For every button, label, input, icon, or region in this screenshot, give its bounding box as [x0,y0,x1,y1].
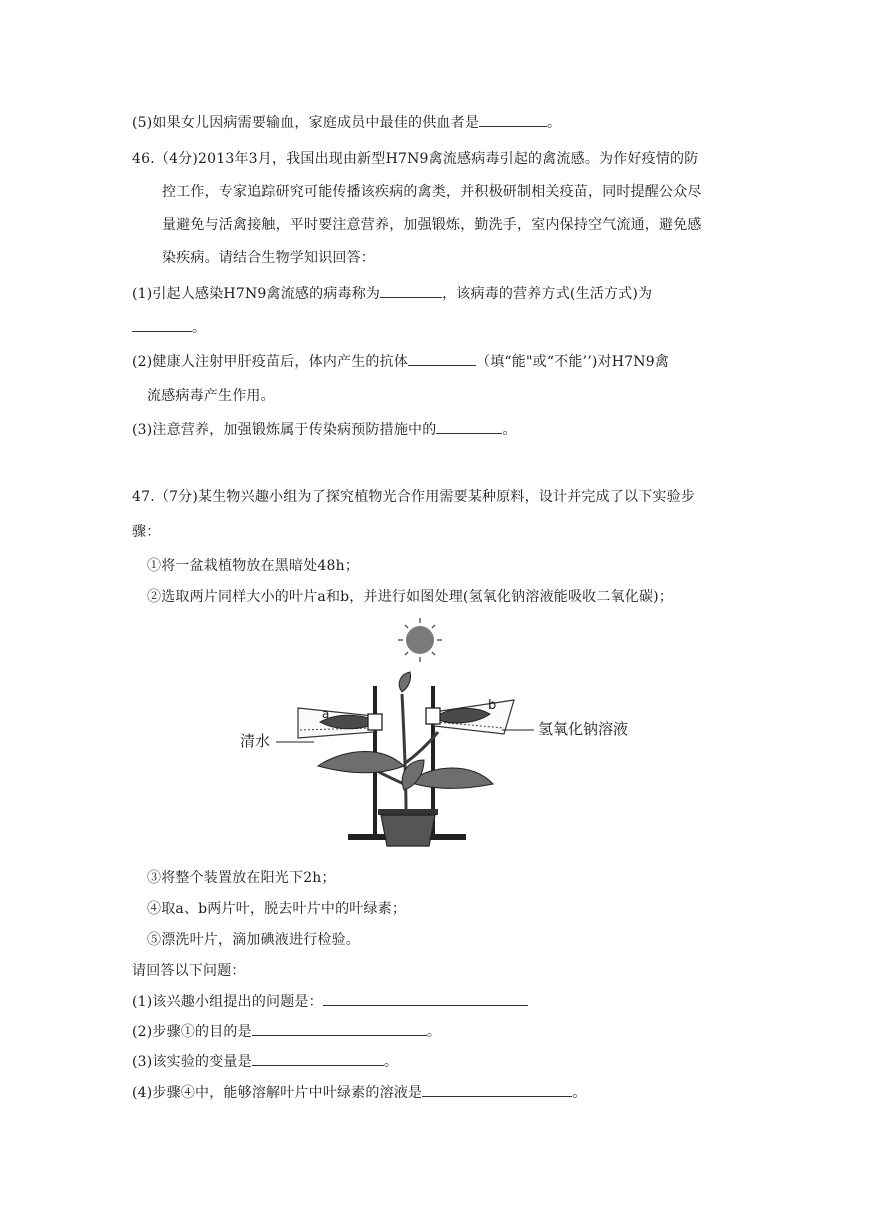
q46-item1-text: (1)引起人感染H7N9禽流感的病毒称为 [132,286,381,302]
q46-item1-text-b: ，该病毒的营养方式(生活方式)为 [442,286,653,302]
answer-blank[interactable] [436,421,502,434]
q47-item4-end: 。 [572,1085,587,1101]
q47-item1-text: (1)该兴趣小组提出的问题是： [132,994,323,1010]
q47-step1: ①将一盆栽植物放在黑暗处48h； [147,558,360,574]
q46-item1 [132,285,652,303]
q46-item3-text: (3)注意营养，加强锻炼属于传染病预防措施中的 [132,422,437,438]
q47-prompt: 请回答以下问题： [132,963,246,979]
flower-pot [378,809,438,846]
q47-item4-text: (4)步骤④中，能够溶解叶片中叶绿素的溶液是 [132,1085,423,1101]
q46-item2 [132,353,669,371]
q46-stem-line3: 量避免与活禽接触，平时要注意营养，加强锻炼，勤洗手，室内保持空气流通，避免感 [162,217,702,233]
answer-blank[interactable] [252,1023,427,1036]
q46-item2-text-b: （填“能"或“不能’’)对H7N9禽 [476,354,670,370]
q46-item2-line2: 流感病毒产生作用。 [147,388,275,404]
q47-item4 [132,1084,586,1102]
answer-blank[interactable] [252,1053,384,1066]
q46-item3 [132,421,517,439]
label-clear-water: 清水 [240,732,271,750]
right-clamp [426,708,440,724]
q46-item1-line2 [132,319,206,337]
q46-stem-line4: 染疾病。请结合生物学知识回答： [162,250,375,266]
q46-stem-line1: 46.（4分)2013年3月，我国出现由新型H7N9禽流感病毒引起的禽流感。为作好疫情的防 [132,151,699,167]
left-clamp [368,714,382,730]
q47-item1 [132,993,528,1011]
experiment-figure [228,614,640,854]
q47-item2-end: 。 [426,1024,442,1040]
answer-blank[interactable] [323,993,528,1006]
q46-item3-end: 。 [502,422,517,438]
q47-step2: ②选取两片同样大小的叶片a和b，并进行如图处理(氢氧化钠溶液能吸收二氧化碳)； [147,589,674,605]
label-leaf-b: b [488,698,497,713]
label-naoh-solution: 氢氧化钠溶液 [538,720,629,738]
q45-item5-end: 。 [547,115,562,131]
answer-blank[interactable] [422,1084,572,1097]
q47-stem-line1: 47.（7分)某生物兴趣小组为了探究植物光合作用需要某种原料，设计并完成了以下实验步 [132,489,696,505]
q46-item2-text: (2)健康人注射甲肝疫苗后，体内产生的抗体 [132,354,409,370]
q46-stem-line2: 控工作，专家追踪研究可能传播该疾病的禽类，并积极研制相关疫苗，同时提醒公众尽 [162,184,702,200]
q47-step3: ③将整个装置放在阳光下2h； [147,870,336,886]
answer-blank[interactable] [408,353,476,366]
q47-item3 [132,1053,398,1071]
q47-stem-line2: 骤： [132,524,161,540]
q47-step4: ④取a、b两片叶，脱去叶片中的叶绿素； [147,901,407,917]
q47-item3-end: 。 [383,1054,399,1070]
answer-blank[interactable] [479,114,547,127]
q46-item1-end: 。 [192,320,207,336]
answer-blank[interactable] [380,285,442,298]
answer-blank[interactable] [132,319,192,332]
q45-item5-text: (5)如果女儿因病需要输血，家庭成员中最佳的供血者是 [132,115,480,131]
q45-item5 [132,114,561,132]
q47-item2-text: (2)步骤①的目的是 [132,1024,252,1040]
q47-step5: ⑤漂洗叶片，滴加碘液进行检验。 [147,932,360,948]
q47-item2 [132,1023,441,1041]
label-leaf-a: a [322,707,330,721]
q47-item3-text: (3)该实验的变量是 [132,1054,252,1070]
